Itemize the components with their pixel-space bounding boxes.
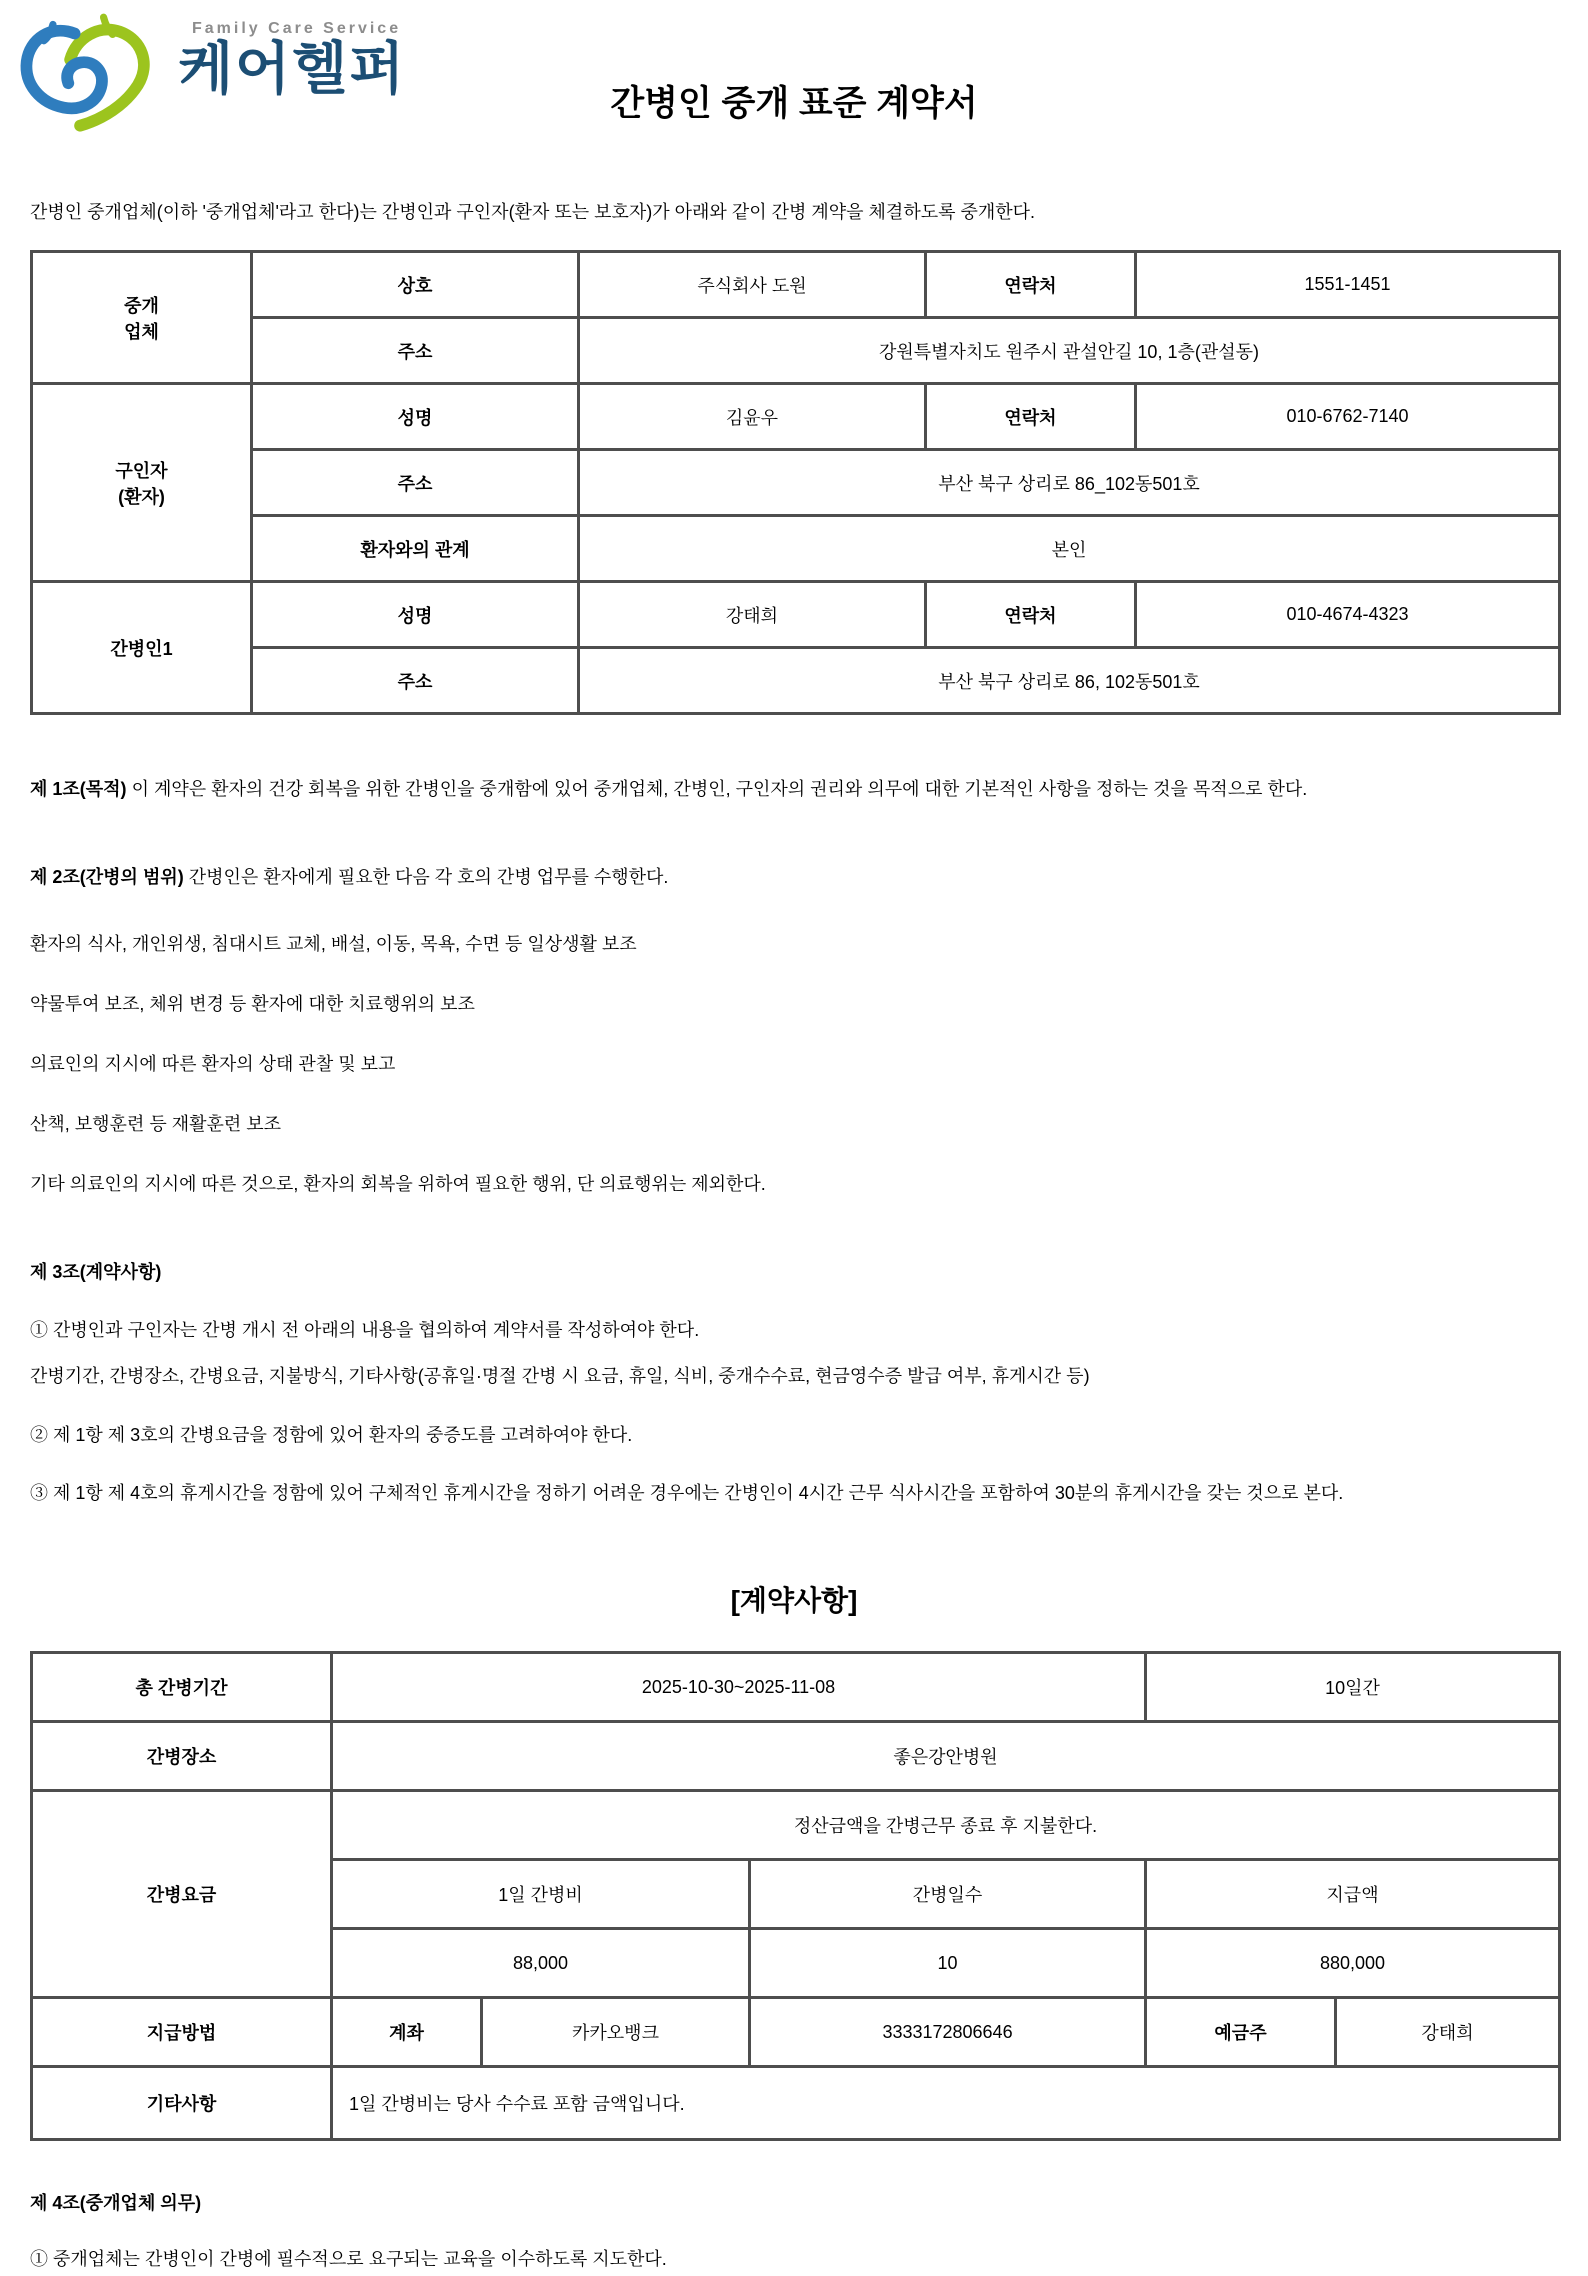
caregiver-contact-value: 010-4674-4323: [1136, 582, 1560, 648]
broker-address-value: 강원특별자치도 원주시 관설안길 10, 1층(관설동): [579, 318, 1560, 384]
caregiver-group-label: 간병인1: [32, 582, 252, 714]
table-row: [32, 1722, 1560, 1791]
brand-name: 케어헬퍼: [178, 37, 407, 101]
caregiver-address-value: 부산 북구 상리로 86, 102동501호: [579, 648, 1560, 714]
article-1-body: 이 계약은 환자의 건강 회복을 위한 간병인을 중개함에 있어 중개업체, 간병인, 구인자의 권리와 의무에 대한 기본적인 사항을 정하는 것을 목적으로 한다.: [126, 779, 1308, 799]
employer-relation-label: 환자와의 관계: [252, 516, 579, 582]
table-row: [32, 582, 1560, 648]
fee-days-value: 10: [750, 1929, 1146, 1998]
table-row: [32, 384, 1560, 450]
employer-group-line1: 구인자: [115, 460, 168, 481]
period-label: 총 간병기간: [32, 1653, 332, 1722]
table-row: [32, 450, 1560, 516]
etc-value: 1일 간병비는 당사 수수료 포함 금액입니다.: [332, 2067, 1560, 2140]
brand-tagline: Family Care Service: [192, 20, 402, 37]
holder-label: 예금주: [1146, 1998, 1336, 2067]
fee-label: 간병요금: [32, 1791, 332, 1998]
employer-contact-value: 010-6762-7140: [1136, 384, 1560, 450]
care-scope-item: 환자의 식사, 개인위생, 침대시트 교체, 배설, 이동, 목욕, 수면 등 일상생활 보조: [30, 933, 637, 954]
caregiver-contact-label: 연락처: [926, 582, 1136, 648]
broker-group-line1: 중개: [124, 295, 159, 316]
employer-group-line2: (환자): [118, 486, 165, 507]
employer-name-value: 김윤우: [579, 384, 926, 450]
intro-text: 간병인 중개업체(이하 '중개업체'라고 한다)는 간병인과 구인자(환자 또는 보호자)가 아래와 같이 간병 계약을 체결하도록 중개한다.: [30, 202, 1036, 222]
broker-contact-label: 연락처: [926, 252, 1136, 318]
article-2-title: 제 2조(간병의 범위): [30, 867, 184, 888]
broker-group-label: [32, 252, 252, 384]
table-row: [32, 1998, 1560, 2067]
article-3-title: 제 3조(계약사항): [30, 1261, 162, 1282]
broker-name-label: 상호: [252, 252, 579, 318]
fee-note: 정산금액을 간병근무 종료 후 지불한다.: [332, 1791, 1560, 1860]
table-row: [32, 1653, 1560, 1722]
employer-group-label: [32, 384, 252, 582]
caregiver-address-label: 주소: [252, 648, 579, 714]
article-4-clause-1: ① 중개업체는 간병인이 간병에 필수적으로 요구되는 교육을 이수하도록 지도한다.: [30, 2249, 667, 2270]
article-3-clause-1: ① 간병인과 구인자는 간병 개시 전 아래의 내용을 협의하여 계약서를 작성하여야 한다.: [30, 1319, 700, 1340]
caregiver-name-label: 성명: [252, 582, 579, 648]
employer-name-label: 성명: [252, 384, 579, 450]
table-row: [32, 2067, 1560, 2140]
article-2: [30, 861, 1558, 893]
employer-relation-value: 본인: [579, 516, 1560, 582]
table-row: [32, 648, 1560, 714]
account-number-value: 3333172806646: [750, 1998, 1146, 2067]
bank-value: 카카오뱅크: [482, 1998, 750, 2067]
broker-address-label: 주소: [252, 318, 579, 384]
article-3-clause-3: ③ 제 1항 제 4호의 휴게시간을 정함에 있어 구체적인 휴게시간을 정하기 어려운 경우에는 간병인이 4시간 근무 식사시간을 포함하여 30분의 휴게시간을 갖는 것으로 본다.: [30, 1482, 1344, 1503]
period-days-value: 10일간: [1146, 1653, 1560, 1722]
fee-daily-label: 1일 간병비: [332, 1860, 750, 1929]
table-row: [32, 318, 1560, 384]
fee-total-value: 880,000: [1146, 1929, 1560, 1998]
broker-group-line2: 업체: [124, 321, 159, 342]
article-1-title: 제 1조(목적): [30, 779, 127, 799]
article-4-title: 제 4조(중개업체 의무): [30, 2193, 202, 2214]
page-title: 간병인 중개 표준 계약서: [610, 84, 978, 123]
care-scope-item: 약물투여 보조, 체위 변경 등 환자에 대한 치료행위의 보조: [30, 993, 475, 1014]
article-3-clause-1-detail: 간병기간, 간병장소, 간병요금, 지불방식, 기타사항(공휴일·명절 간병 시 요금, 휴일, 식비, 중개수수료, 현금영수증 발급 여부, 휴게시간 등): [30, 1366, 1090, 1387]
fee-total-label: 지급액: [1146, 1860, 1560, 1929]
payment-label: 지급방법: [32, 1998, 332, 2067]
parties-table: [30, 250, 1561, 715]
place-label: 간병장소: [32, 1722, 332, 1791]
table-row: [32, 516, 1560, 582]
holder-value: 강태희: [1336, 1998, 1560, 2067]
care-scope-item: 기타 의료인의 지시에 따른 것으로, 환자의 회복을 위하여 필요한 행위, 단 의료행위는 제외한다.: [30, 1173, 766, 1194]
care-scope-item: 산책, 보행훈련 등 재활훈련 보조: [30, 1113, 282, 1134]
fee-days-label: 간병일수: [750, 1860, 1146, 1929]
article-1: [30, 773, 1550, 805]
period-value: 2025-10-30~2025-11-08: [332, 1653, 1146, 1722]
etc-label: 기타사항: [32, 2067, 332, 2140]
care-scope-item: 의료인의 지시에 따른 환자의 상태 관찰 및 보고: [30, 1053, 396, 1074]
employer-address-value: 부산 북구 상리로 86_102동501호: [579, 450, 1560, 516]
fee-daily-value: 88,000: [332, 1929, 750, 1998]
broker-contact-value: 1551-1451: [1136, 252, 1560, 318]
broker-name-value: 주식회사 도원: [579, 252, 926, 318]
employer-address-label: 주소: [252, 450, 579, 516]
table-row: [32, 252, 1560, 318]
table-row: [32, 1791, 1560, 1860]
place-value: 좋은강안병원: [332, 1722, 1560, 1791]
caregiver-name-value: 강태희: [579, 582, 926, 648]
contract-terms-table: [30, 1651, 1561, 2141]
article-3-clause-2: ② 제 1항 제 3호의 간병요금을 정함에 있어 환자의 중증도를 고려하여야 한다.: [30, 1424, 633, 1445]
employer-contact-label: 연락처: [926, 384, 1136, 450]
contract-terms-heading: [계약사항]: [730, 1585, 858, 1617]
account-label: 계좌: [332, 1998, 482, 2067]
article-2-body: 간병인은 환자에게 필요한 다음 각 호의 간병 업무를 수행한다.: [183, 867, 669, 888]
